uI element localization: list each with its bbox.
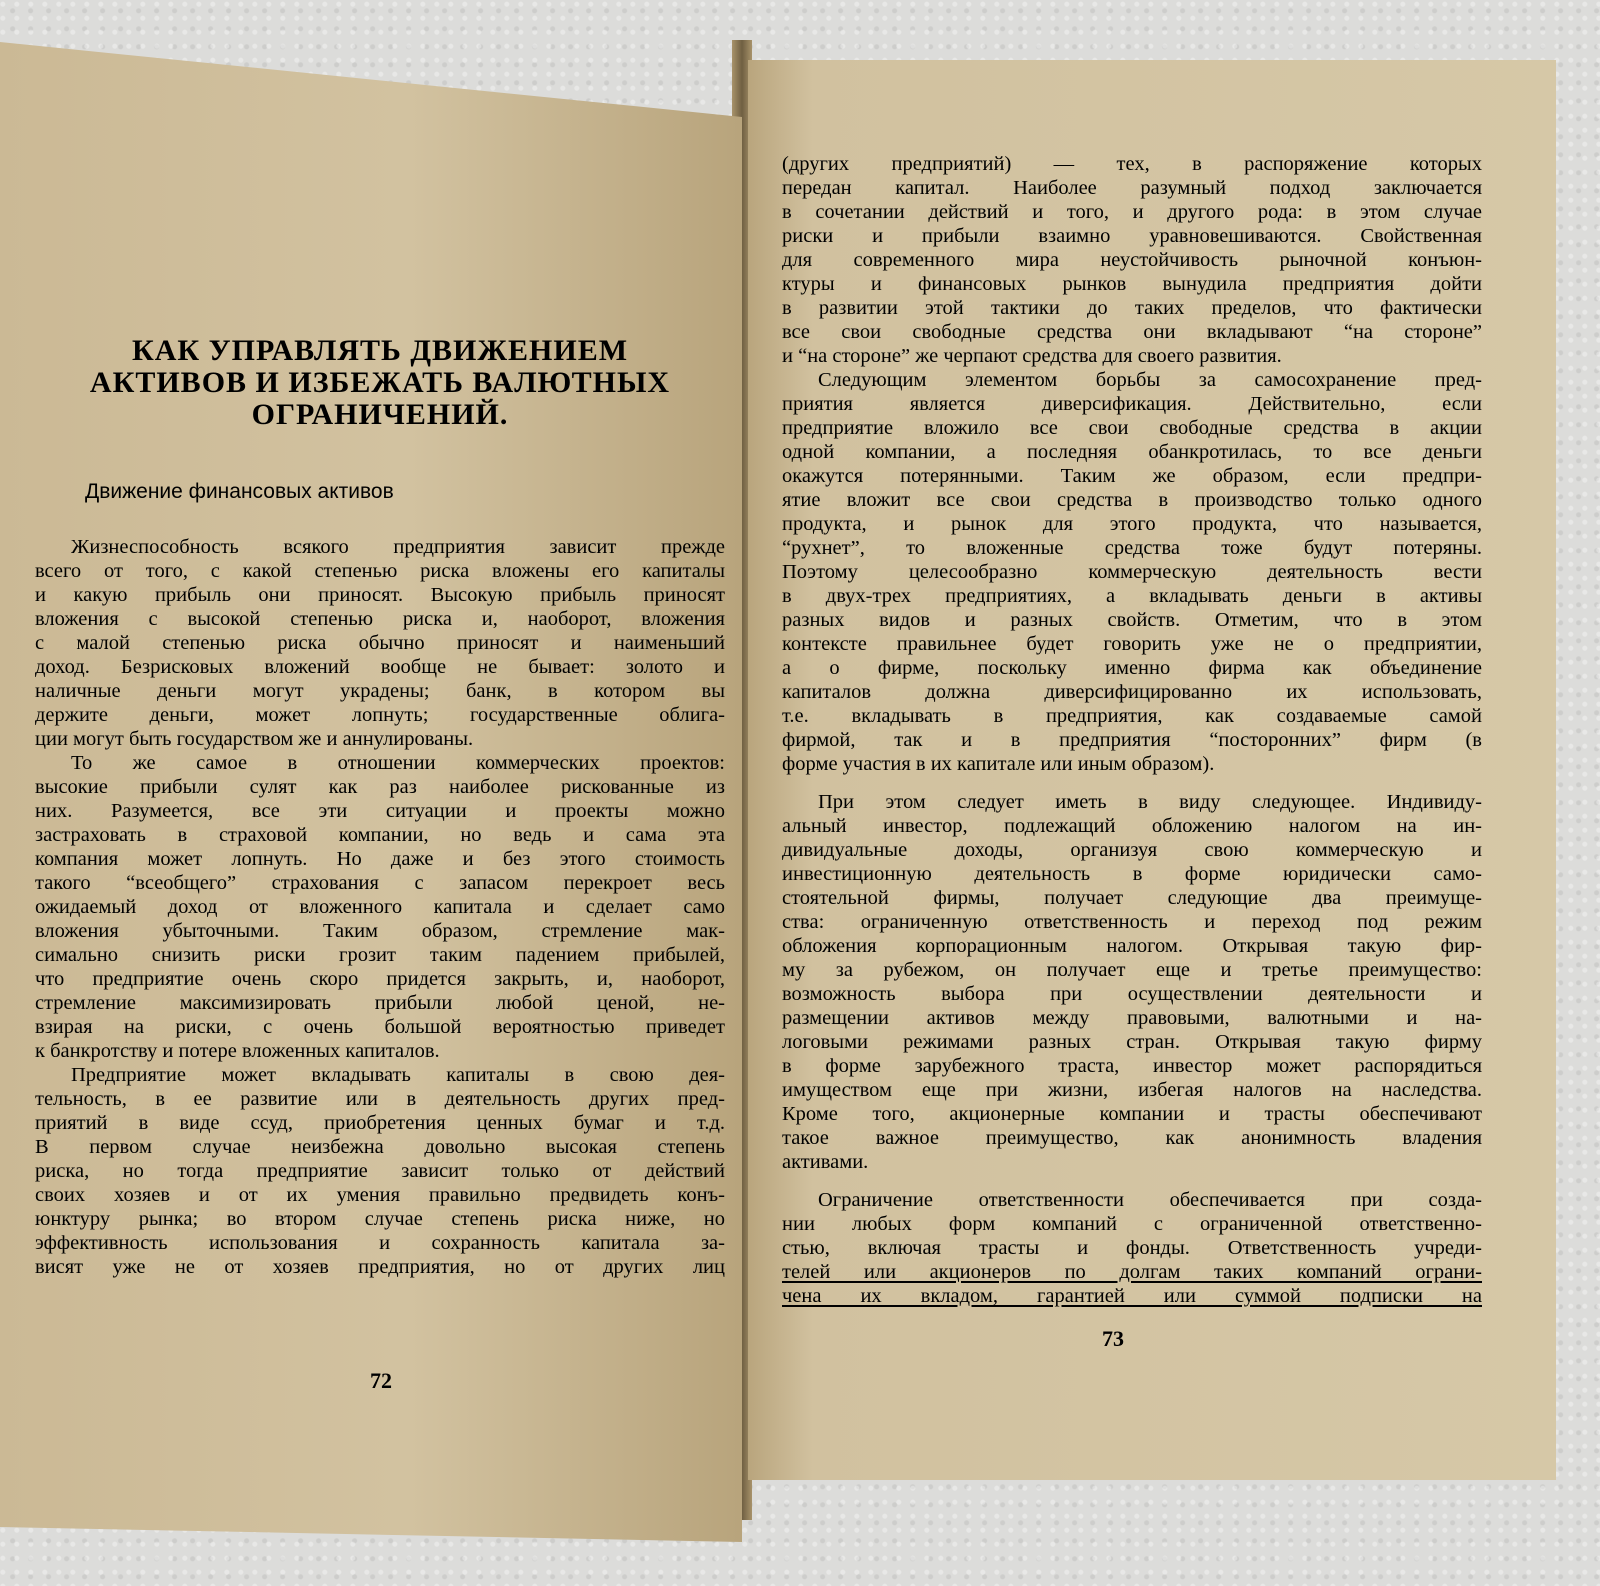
text-line: такого “всеобщего” страхования с запасом перекроет весь	[35, 872, 725, 894]
text-line: к банкротству и потере вложенных капиталов.	[35, 1040, 440, 1062]
text-line: и какую прибыль они приносят. Высокую прибыль приносят	[35, 584, 725, 606]
text-line: в двух-трех предприятиях, а вкладывать деньги в активы	[782, 585, 1482, 607]
text-line: юнктуру рынка; во втором случае степень риска ниже, но	[35, 1208, 725, 1230]
text-line: такое важное преимущество, как анонимность владения	[782, 1127, 1482, 1149]
text-line: ктуры и финансовых рынков вынудила предприятия дойти	[782, 273, 1482, 295]
text-line: в сочетании действий и того, и другого рода: в этом случае	[782, 201, 1482, 223]
text-line: для современного мира неустойчивость рыночной конъюн-	[782, 249, 1482, 271]
text-line: доход. Безрисковых вложений вообще не бывает: золото и	[35, 656, 725, 678]
text-line: держите деньги, может лопнуть; государственные облига-	[35, 704, 725, 726]
text-line: наличные деньги могут украдены; банк, в котором вы	[35, 680, 725, 702]
text-line: компания может лопнуть. Но даже и без этого стоимость	[35, 848, 725, 870]
chapter-title	[40, 335, 720, 431]
text-line: Поэтому целесообразно коммерческую деятельность вести	[782, 561, 1482, 583]
text-line: приятия является диверсификация. Действительно, если	[782, 393, 1482, 415]
text-line: в развитии этой тактики до таких пределов, что фактически	[782, 297, 1482, 319]
text-line: имуществом еще при жизни, избегая налогов на наследства.	[782, 1079, 1482, 1101]
underlined-text-line: чена их вкладом, гарантией или суммой подписки на	[782, 1285, 1482, 1307]
text-line: ятие вложит все свои средства в производство только одного	[782, 489, 1482, 511]
text-line: размещении активов между правовыми, валютными и на-	[782, 1007, 1482, 1029]
underlined-text-line: телей или акционеров по долгам таких компаний ограни-	[782, 1261, 1482, 1283]
text-line: альный инвестор, подлежащий обложению налогом на ин-	[782, 815, 1482, 837]
text-line: стью, включая трасты и фонды. Ответственность учреди-	[782, 1237, 1482, 1259]
text-line: ции могут быть государством же и аннулированы.	[35, 728, 474, 750]
text-line: инвестиционную деятельность в форме юридически само-	[782, 863, 1482, 885]
text-line: приятий в виде ссуд, приобретения ценных бумаг и т.д.	[35, 1112, 725, 1134]
text-line: тельность, в ее развитие или в деятельность других пред-	[35, 1088, 725, 1110]
text-line: му за рубежом, он получает еще и третье преимущество:	[782, 959, 1482, 981]
text-line: в форме зарубежного траста, инвестор может распорядиться	[782, 1055, 1482, 1077]
text-line: Ограничение ответственности обеспечивается при созда-	[818, 1189, 1482, 1211]
page-number-right: 73	[1102, 1326, 1124, 1351]
text-line: ства: ограниченную ответственность и переход под режим	[782, 911, 1482, 933]
text-line: В первом случае неизбежна довольно высокая степень	[35, 1136, 725, 1158]
text-line: застраховать в страховой компании, но ведь и сама эта	[35, 824, 725, 846]
text-line: риски и прибыли взаимно уравновешиваются. Свойственная	[782, 225, 1482, 247]
text-line: возможность выбора при осуществлении деятельности и	[782, 983, 1482, 1005]
text-line: (других предприятий) — тех, в распоряжение которых	[782, 153, 1482, 175]
text-line: При этом следует иметь в виду следующее. Индивиду-	[818, 791, 1482, 813]
text-line: симально снизить риски грозит таким падением прибылей,	[35, 944, 725, 966]
section-title: Движение финансовых активов	[85, 480, 394, 503]
page-number-left: 72	[370, 1368, 392, 1393]
text-line: все свои свободные средства они вкладывают “на стороне”	[782, 321, 1482, 343]
text-line: Предприятие может вкладывать капиталы в свою дея-	[71, 1064, 725, 1086]
text-line: форме участия в их капитале или иным образом).	[782, 753, 1215, 775]
text-line: а о фирме, поскольку именно фирма как объединение	[782, 657, 1482, 679]
text-line: предприятие вложило все свои свободные средства в акции	[782, 417, 1482, 439]
text-line: продукта, и рынок для этого продукта, что называется,	[782, 513, 1482, 535]
text-line: висят уже не от хозяев предприятия, но от других лиц	[35, 1256, 725, 1278]
text-line: контексте правильнее будет говорить уже не о предприятии,	[782, 633, 1482, 655]
text-line: риска, но тогда предприятие зависит только от действий	[35, 1160, 725, 1182]
left-page-body	[35, 535, 725, 1279]
text-line: с малой степенью риска обычно приносят и наименьший	[35, 632, 725, 654]
chapter-title-line: ОГРАНИЧЕНИЙ.	[251, 398, 509, 431]
text-line: вложения убыточными. Таким образом, стремление мак-	[35, 920, 725, 942]
text-line: окажутся потерянными. Таким же образом, если предпри-	[782, 465, 1482, 487]
text-line: капиталов должна диверсифицированно их использовать,	[782, 681, 1482, 703]
text-line: Кроме того, акционерные компании и трасты обеспечивают	[782, 1103, 1482, 1125]
text-line: ожидаемый доход от вложенного капитала и сделает само	[35, 896, 725, 918]
chapter-title-line: КАК УПРАВЛЯТЬ ДВИЖЕНИЕМ	[131, 334, 629, 367]
chapter-title-line: АКТИВОВ И ИЗБЕЖАТЬ ВАЛЮТНЫХ	[89, 366, 671, 399]
text-line: всего от того, с какой степенью риска вложены его капиталы	[35, 560, 725, 582]
text-line: обложения корпорационным налогом. Открывая такую фир-	[782, 935, 1482, 957]
text-line: что предприятие очень скоро придется закрыть, и, наоборот,	[35, 968, 725, 990]
text-line: активами.	[782, 1151, 869, 1173]
text-line: т.е. вкладывать в предприятия, как создаваемые самой	[782, 705, 1482, 727]
text-line: стремление максимизировать прибыли любой ценой, не-	[35, 992, 725, 1014]
text-line: Жизнеспособность всякого предприятия зависит прежде	[71, 536, 725, 558]
text-line: разных видов и разных свойств. Отметим, что в этом	[782, 609, 1482, 631]
text-line: вложения с высокой степенью риска и, наоборот, вложения	[35, 608, 725, 630]
text-line: своих хозяев и от их умения правильно предвидеть конъ-	[35, 1184, 725, 1206]
text-line: высокие прибыли сулят как раз наиболее рискованные из	[35, 776, 725, 798]
text-line: стоятельной фирмы, получает следующие два преимуще-	[782, 887, 1482, 909]
text-line: них. Разумеется, все эти ситуации и проекты можно	[35, 800, 725, 822]
text-line: одной компании, а последняя обанкротилась, то все деньги	[782, 441, 1482, 463]
text-line: “рухнет”, то вложенные средства тоже будут потеряны.	[782, 537, 1482, 559]
text-line: дивидуальные доходы, организуя свою коммерческую и	[782, 839, 1482, 861]
text-line: нии любых форм компаний с ограниченной ответственно-	[782, 1213, 1482, 1235]
text-line: фирмой, так и в предприятия “посторонних” фирм (в	[782, 729, 1482, 751]
text-line: и “на стороне” же черпают средства для своего развития.	[782, 345, 1282, 367]
text-line: То же самое в отношении коммерческих проектов:	[71, 752, 725, 774]
right-page-body	[782, 152, 1482, 1308]
text-line: эффективность использования и сохранность капитала за-	[35, 1232, 725, 1254]
text-line: взирая на риски, с очень большой вероятностью приведет	[35, 1016, 725, 1038]
text-line: Следующим элементом борьбы за самосохранение пред-	[818, 369, 1482, 391]
text-line: логовыми режимами разных стран. Открывая такую фирму	[782, 1031, 1482, 1053]
text-line: передан капитал. Наиболее разумный подход заключается	[782, 177, 1482, 199]
